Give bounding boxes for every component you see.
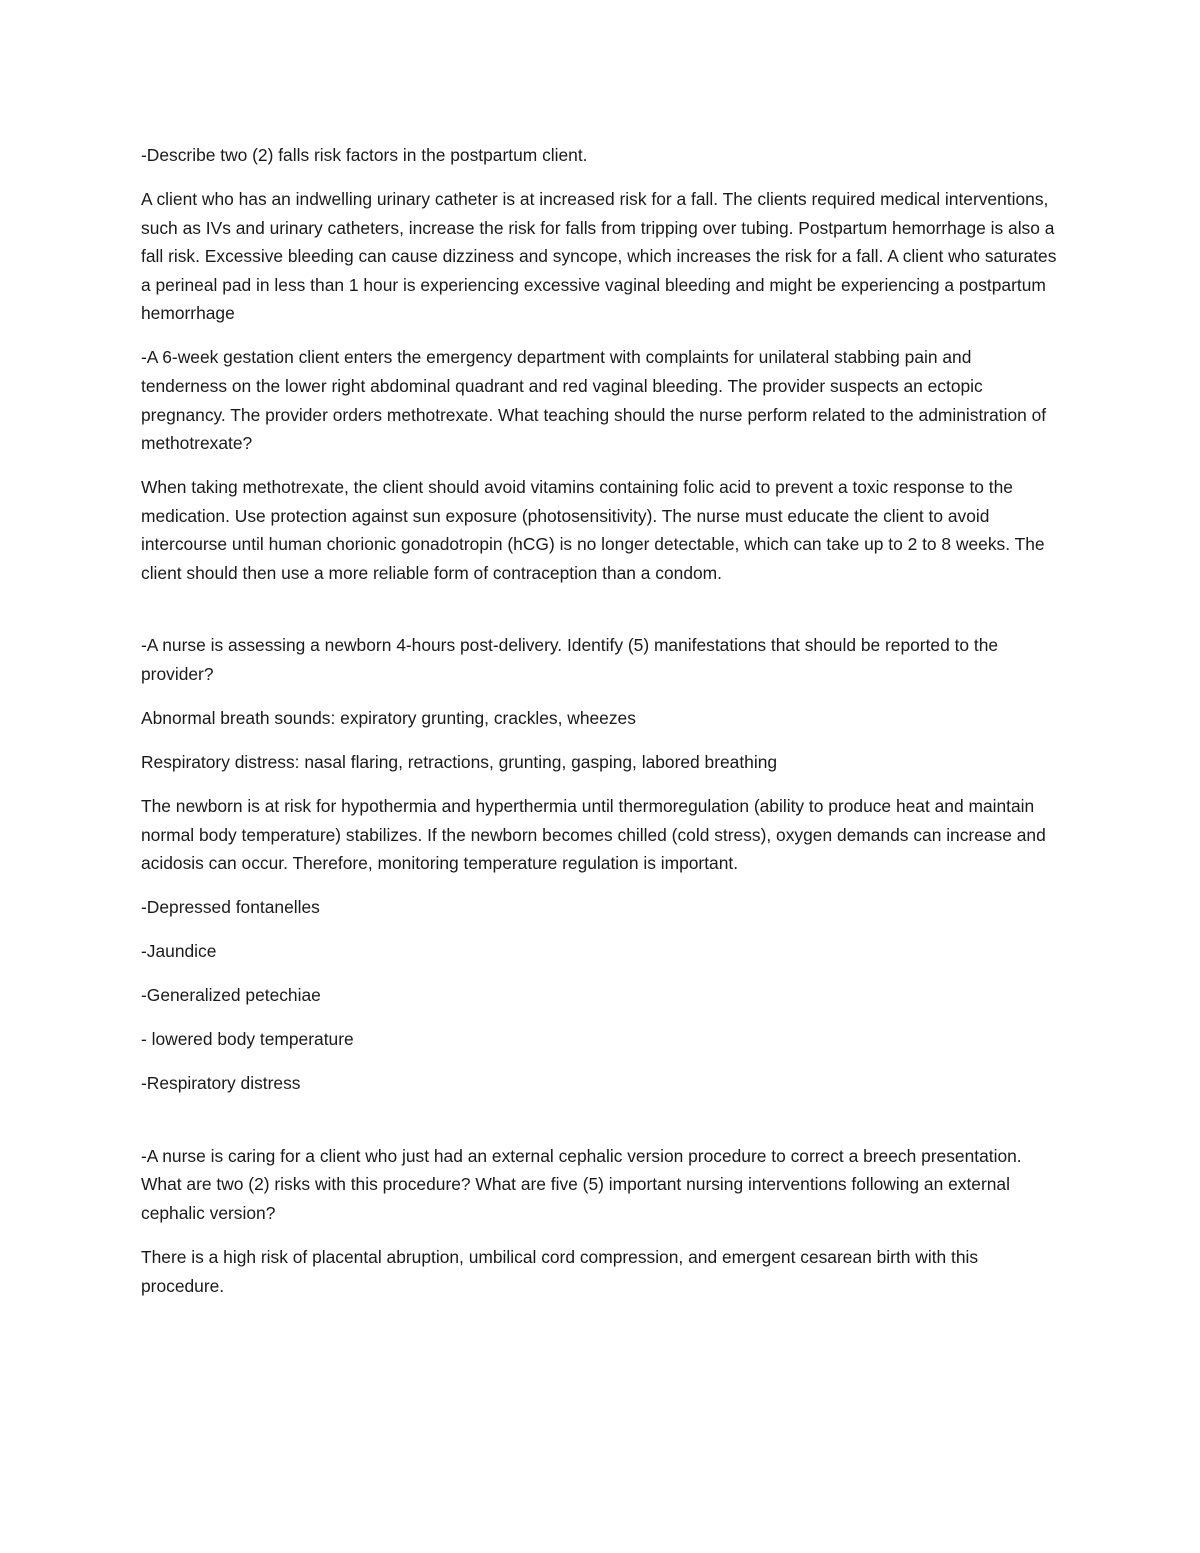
list-item-respiratory-distress: -Respiratory distress (141, 1073, 301, 1094)
question-newborn: -A nurse is assessing a newborn 4-hours post-delivery. Identify (5) manifestations that should be reported to the provider? (141, 635, 999, 685)
answer-breath-sounds: Abnormal breath sounds: expiratory grunting, crackles, wheezes (141, 708, 636, 729)
question-cephalic-version: -A nurse is caring for a client who just had an external cephalic version procedure to correct a breech presentation. What are two (2) risks with this procedure? What are five (5) important nursing interventions following an external cephalic version? (141, 1145, 1022, 1223)
answer-thermoregulation: The newborn is at risk for hypothermia and hyperthermia until thermoregulation (ability to produce heat and maintain normal body temperature) stabilizes. If the newborn becomes chilled (cold stress), oxygen demands can increase and acidosis can occur. Therefore, monitoring temperature regulation is important. (141, 796, 1046, 874)
answer-methotrexate: When taking methotrexate, the client should avoid vitamins containing folic acid to prevent a toxic response to the medication. Use protection against sun exposure (photosensitivity). The nurse must educate the client to avoid intercourse until human chorionic gonadotropin (hCG) is no longer detectable, which can take up to 2 to 8 weeks. The client should then use a more reliable form of contraception than a condom. (141, 477, 1045, 583)
question-falls-risk: -Describe two (2) falls risk factors in the postpartum client. (141, 145, 588, 165)
list-item-fontanelles: -Depressed fontanelles (141, 897, 320, 918)
list-item-jaundice: -Jaundice (141, 941, 217, 962)
document-body (141, 141, 1061, 1315)
answer-cephalic-version: There is a high risk of placental abruption, umbilical cord compression, and emergent cesarean birth with this procedure. (141, 1246, 979, 1296)
list-item-petechiae: -Generalized petechiae (141, 985, 321, 1006)
question-methotrexate: -A 6-week gestation client enters the emergency department with complaints for unilateral stabbing pain and tenderness on the lower right abdominal quadrant and red vaginal bleeding. The provider suspects an ectopic pregnancy. The provider orders methotrexate. What teaching should the nurse perform related to the administration of methotrexate? (141, 347, 1047, 454)
list-item-body-temperature: - lowered body temperature (141, 1029, 354, 1050)
answer-respiratory-distress: Respiratory distress: nasal flaring, retractions, grunting, gasping, labored breathing (141, 752, 778, 773)
answer-falls-risk: A client who has an indwelling urinary catheter is at increased risk for a fall. The clients required medical interventions, such as IVs and urinary catheters, increase the risk for falls from tripping over tubing. Postpartum hemorrhage is also a fall risk. Excessive bleeding can cause dizziness and syncope, which increases the risk for a fall. A client who saturates a perineal pad in less than 1 hour is experiencing excessive vaginal bleeding and might be experiencing a postpartum hemorrhage (141, 188, 1057, 324)
